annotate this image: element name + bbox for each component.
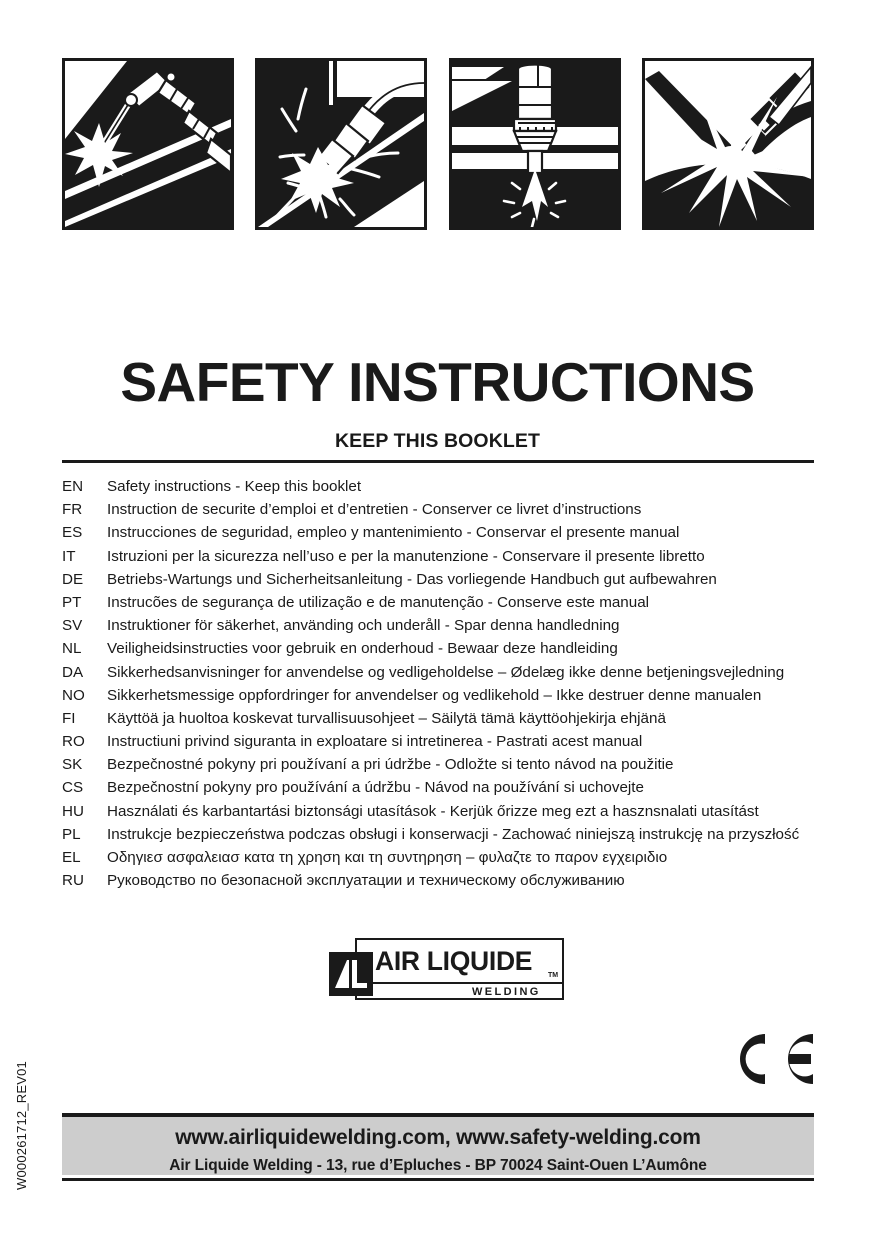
language-code: DE — [62, 570, 84, 588]
language-text: Руководство по безопасной эксплуатации и техническому обслуживанию — [107, 872, 625, 890]
page-title: SAFETY INSTRUCTIONS — [120, 351, 755, 413]
language-text: Instruction de securite d’emploi et d’entretien - Conserver ce livret d’instructions — [107, 501, 642, 519]
ce-marking-icon — [727, 1028, 817, 1090]
footer-websites[interactable]: www.airliquidewelding.com, www.safety-welding.com — [175, 1126, 701, 1149]
language-row — [62, 849, 852, 872]
language-row — [62, 710, 852, 733]
language-row — [62, 594, 852, 617]
language-row — [62, 756, 852, 779]
logo-wordmark: AIR LIQUIDE — [375, 946, 533, 976]
language-row — [62, 687, 852, 710]
pictogram-strip — [62, 58, 814, 230]
language-code: SV — [62, 617, 83, 635]
logo-divider-line — [357, 982, 563, 984]
tig-welding-torch-illustration — [62, 58, 234, 230]
language-text: Instrucões de segurança de utilização e de manutenção - Conserve este manual — [107, 593, 650, 611]
language-text: Betriebs-Wartungs und Sicherheitsanleitung - Das vorliegende Handbuch gut aufbewahren — [107, 570, 717, 588]
language-row — [62, 478, 852, 501]
trademark-symbol: TM — [548, 972, 559, 979]
language-code: SK — [62, 756, 83, 774]
language-code: DA — [62, 663, 84, 681]
page-subtitle: KEEP THIS BOOKLET — [334, 430, 541, 452]
language-code: ES — [62, 524, 83, 542]
language-text: Sikkerhetsmessige oppfordringer for anvendelser og vedlikehold – Ikke destruer denne manualen — [107, 686, 762, 704]
language-code: RU — [62, 872, 84, 890]
language-code: EL — [62, 849, 81, 866]
language-code: FR — [62, 501, 83, 519]
divider-bottom — [62, 1178, 814, 1181]
divider-top — [62, 460, 814, 463]
stick-electrode-welding-illustration — [642, 58, 814, 230]
air-liquide-welding-logo — [329, 938, 564, 1008]
footer-banner — [62, 1113, 814, 1175]
language-row — [62, 803, 852, 826]
al-monogram-icon — [329, 952, 373, 996]
language-row — [62, 640, 852, 663]
language-text: Istruzioni per la sicurezza nell’uso e per la manutenzione - Conservare il presente libretto — [107, 547, 705, 565]
language-row — [62, 872, 852, 895]
language-text: Käyttöä ja huoltoa koskevat turvallisuusohjeet – Säilytä tämä käyttöohjekirja ehjänä — [107, 709, 666, 727]
language-text: Instruktioner för säkerhet, använding och underåll - Spar denna handledning — [107, 617, 620, 635]
logo-division-label: WELDING — [472, 986, 541, 998]
language-text: Instructiuni privind siguranta in exploatare si intretinerea - Pastrati acest manual — [107, 733, 643, 751]
language-code: PT — [62, 593, 82, 611]
language-code: RO — [62, 733, 85, 751]
language-text: Instrukcje bezpieczeństwa podczas obsługi i konserwacji - Zachować niniejszą instrukcję na przyszłość — [107, 825, 800, 843]
language-text: Safety instructions - Keep this booklet — [107, 478, 362, 495]
language-code: CS — [62, 779, 84, 797]
language-text: Sikkerhedsanvisninger for anvendelse og vedligeholdelse – Ødelæg ikke denne betjeningsvejledning — [107, 663, 785, 681]
language-row — [62, 826, 852, 849]
language-text: Οδηγιεσ ασφαλειασ κατα τη χρηση και τη συντηρηση – φυλαζτε το παρον εγχειριδιο — [107, 849, 668, 866]
language-row — [62, 733, 852, 756]
language-row — [62, 571, 852, 594]
language-row — [62, 548, 852, 571]
language-text: Bezpečnostné pokyny pri používaní a pri údržbe - Odložte si tento návod na použitie — [107, 756, 674, 774]
language-code: HU — [62, 802, 84, 820]
document-reference-code: W000261712_REV01 — [14, 1061, 29, 1190]
mig-welding-gun-illustration — [255, 58, 427, 230]
language-text: Bezpečnostní pokyny pro používání a údržbu - Návod na používání si uchovejte — [107, 779, 644, 797]
language-text: Instrucciones de seguridad, empleo y mantenimiento - Conservar el presente manual — [107, 524, 680, 542]
language-text: Veiligheidsinstructies voor gebruik en onderhoud - Bewaar deze handleiding — [107, 640, 618, 658]
language-code: PL — [62, 825, 81, 843]
language-list — [62, 478, 852, 895]
title-block — [0, 351, 875, 453]
language-row — [62, 524, 852, 547]
language-row — [62, 779, 852, 802]
language-code: IT — [62, 547, 76, 565]
language-code: NO — [62, 686, 85, 704]
language-text: Használati és karbantartási biztonsági utasítások - Kerjük őrizze meg ezt a hasznsnalati utasítást — [107, 802, 759, 820]
plasma-cutting-torch-illustration — [449, 58, 621, 230]
footer-address: Air Liquide Welding - 13, rue d’Epluches - BP 70024 Saint-Ouen L’Aumône — [169, 1157, 707, 1174]
language-code: NL — [62, 640, 82, 658]
language-code: EN — [62, 478, 84, 495]
language-code: FI — [62, 709, 76, 727]
language-row — [62, 664, 852, 687]
language-row — [62, 501, 852, 524]
language-row — [62, 617, 852, 640]
